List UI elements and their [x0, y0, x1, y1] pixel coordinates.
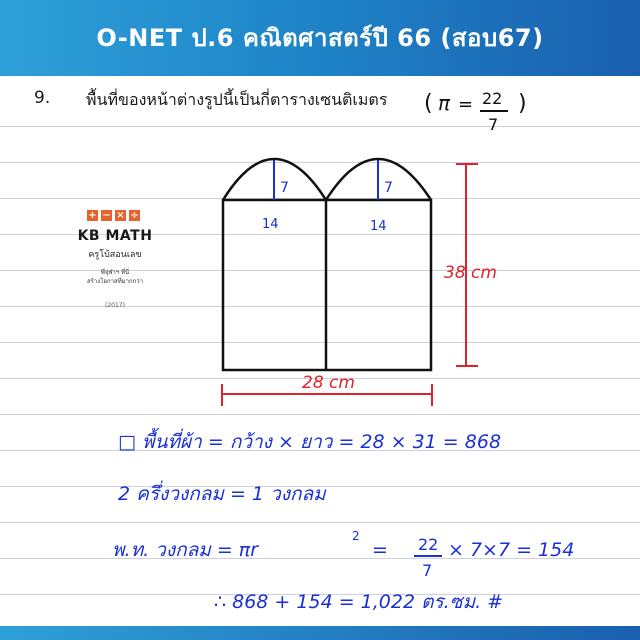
plus-icon: + [88, 210, 97, 221]
solution-exponent: 2 [352, 529, 360, 543]
divide-icon: ÷ [130, 210, 139, 221]
solution-frac-den: 7 [422, 561, 433, 580]
pi-formula [424, 89, 527, 134]
width-dimension [222, 373, 432, 406]
solution-line-1: □ พื้นที่ผ้า = กว้าง × ยาว = 28 × 31 = 868 [118, 431, 502, 453]
open-paren: ( [424, 91, 433, 116]
question-text: พื้นที่ของหน้าต่างรูปนี้เป็นกี่ตารางเซนติเมตร [86, 90, 388, 109]
solution-line-3-left: พ.ท. วงกลม = πr [112, 539, 259, 561]
height-label: 38 cm [444, 263, 497, 283]
minus-icon: − [102, 210, 111, 221]
logo-subtitle: ครูโบ้สอนเลข [88, 250, 142, 260]
pi-numerator: 22 [482, 89, 503, 108]
radius-label-right: 7 [384, 180, 393, 196]
logo-tagline-2: สร้างโอกาสที่มากกว่า [87, 278, 143, 285]
times-icon: × [116, 210, 125, 221]
width-label: 28 cm [302, 373, 355, 393]
solution-frac-num: 22 [418, 535, 439, 554]
close-paren: ) [518, 91, 527, 116]
logo-tagline-1: พี่จุฬาฯ ที่นี่ [100, 269, 130, 276]
radius-label-left: 7 [280, 180, 289, 196]
solution-line-4: ∴ 868 + 154 = 1,022 ตร.ซม. # [214, 591, 504, 613]
logo-year: (2017) [105, 302, 125, 309]
pi-denominator: 7 [488, 115, 499, 134]
logo-name: KB MATH [77, 228, 153, 244]
page-title: O-NET ป.6 คณิตศาสตร์ปี 66 (สอบ67) [96, 24, 544, 52]
height-dimension [444, 164, 497, 366]
footer-bar [0, 626, 640, 640]
diameter-label-right: 14 [370, 219, 387, 234]
solution [112, 427, 574, 613]
question-number: 9. [34, 88, 51, 108]
diameter-label-left: 14 [262, 217, 279, 232]
solution-equals: = [372, 539, 388, 561]
pi-symbol: π [438, 91, 451, 115]
equals-sign: = [458, 94, 474, 115]
solution-line-2: 2 ครึ่งวงกลม = 1 วงกลม [118, 483, 326, 505]
window-figure [223, 159, 431, 370]
solution-line-3-right: × 7×7 = 154 [448, 539, 575, 561]
